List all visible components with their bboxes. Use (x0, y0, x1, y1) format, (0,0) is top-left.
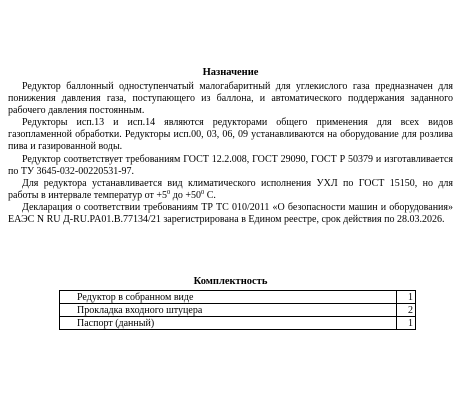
kit-heading: Комплектность (193, 276, 268, 287)
purpose-section (8, 81, 453, 226)
item-name: Паспорт (данный) (60, 317, 397, 330)
table-row (60, 291, 416, 304)
climate-text-start: Для редуктора устанавливается вид климатического исполнения УХЛ по ГОСТ 15150, но для работы в интервале температур от +5 (8, 177, 453, 201)
degree-mark: 0 (166, 188, 171, 196)
paragraph-declaration: Декларация о соответствии требованиям ТР ТС 010/2011 «О безопасности машин и оборудования» ЕАЭС N RU Д-RU.PA01.B.77134/21 зарегистрирована в Едином реестре, срок действия по 28.03.2026. (8, 201, 453, 226)
paragraph-standards: Редуктор соответствует требованиям ГОСТ 12.2.008, ГОСТ 29090, ГОСТ Р 50379 и изготавливается по ТУ 3645-032-00220531-97. (8, 153, 453, 177)
degree-mark: 0 (200, 188, 205, 196)
item-quantity: 2 (397, 304, 416, 317)
table-row (60, 304, 416, 317)
paragraph-purpose: Редуктор баллонный одноступенчатый малогабаритный для углекислого газа предназначен для понижения давления газа, поступающего из баллона, и автоматического поддержания заданного рабочего давления постоянным. (8, 81, 453, 117)
paragraph-climate (8, 178, 453, 202)
climate-text-middle: до +50 (170, 189, 201, 201)
item-name: Редуктор в собранном виде (60, 291, 397, 304)
purpose-heading: Назначение (202, 67, 259, 78)
item-quantity: 1 (397, 317, 416, 330)
item-name: Прокладка входного штуцера (60, 304, 397, 317)
table-row (60, 317, 416, 330)
climate-text-end: С. (204, 189, 216, 201)
paragraph-usage: Редукторы исп.13 и исп.14 являются редукторами общего применения для всех видов газопламенной обработки. Редукторы исп.00, 03, 06, 09 устанавливаются на оборудование для розлива пива и газированной воды. (8, 117, 453, 153)
kit-table (59, 290, 416, 330)
item-quantity: 1 (397, 291, 416, 304)
